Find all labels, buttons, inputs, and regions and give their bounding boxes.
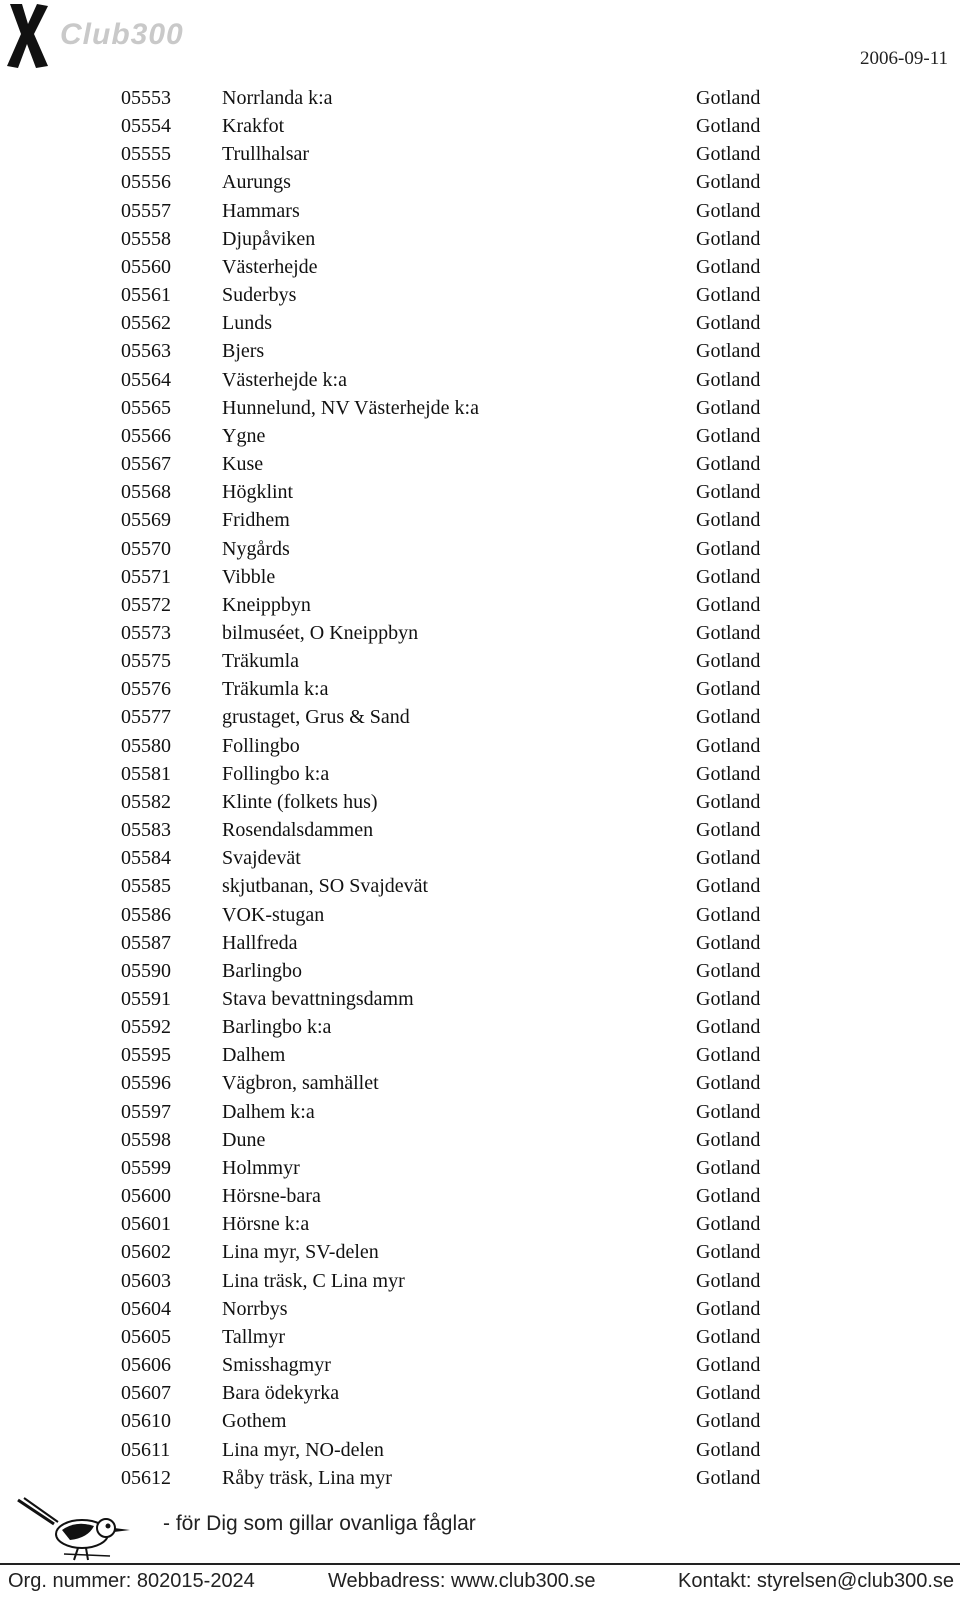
site-region: Gotland [696,453,761,476]
site-number: 05612 [121,1466,171,1489]
site-name: Vibble [222,565,276,588]
site-number: 05567 [121,453,171,476]
site-number: 05586 [121,903,171,926]
site-name: Hörsne-bara [222,1185,321,1208]
site-number: 05561 [121,284,171,307]
list-row [0,957,960,985]
list-row [0,1013,960,1041]
list-row [0,929,960,957]
bird-illustration-icon [14,1494,134,1562]
site-name: Dalhem k:a [222,1100,315,1123]
site-number: 05582 [121,790,171,813]
site-number: 05581 [121,762,171,785]
site-name: Träkumla [222,650,300,673]
list-row [0,647,960,675]
site-number: 05611 [121,1438,171,1461]
site-number: 05572 [121,593,171,616]
site-number: 05587 [121,931,171,954]
site-number: 05580 [121,734,171,757]
site-region: Gotland [696,1438,761,1461]
list-row [0,478,960,506]
list-row [0,394,960,422]
list-row [0,703,960,731]
site-name: Lina träsk, C Lina myr [222,1269,405,1292]
site-name: Vägbron, samhället [222,1072,379,1095]
site-number: 05571 [121,565,171,588]
site-name: Bara ödekyrka [222,1382,340,1405]
list-row [0,1154,960,1182]
list-row [0,140,960,168]
site-region: Gotland [696,227,761,250]
site-name: Barlingbo [222,959,302,982]
site-name: Hallfreda [222,931,298,954]
site-region: Gotland [696,1382,761,1405]
list-row [0,337,960,365]
site-region: Gotland [696,1410,761,1433]
site-number: 05585 [121,875,171,898]
list-row [0,535,960,563]
site-number: 05577 [121,706,171,729]
site-name: Fridhem [222,509,290,532]
site-name: Norrbys [222,1297,288,1320]
site-region: Gotland [696,650,761,673]
site-region: Gotland [696,255,761,278]
list-row [0,760,960,788]
site-number: 05591 [121,988,171,1010]
site-region: Gotland [696,734,761,757]
site-region: Gotland [696,847,761,870]
list-row [0,1351,960,1379]
site-number: 05596 [121,1072,171,1095]
footer-divider [0,1563,960,1565]
site-name: Norrlanda k:a [222,87,333,109]
site-region: Gotland [696,284,761,307]
site-name: Follingbo k:a [222,762,330,785]
site-region: Gotland [696,1241,761,1264]
site-name: Smisshagmyr [222,1354,331,1377]
site-region: Gotland [696,988,761,1010]
site-number: 05569 [121,509,171,532]
list-row [0,1295,960,1323]
site-number: 05573 [121,621,171,644]
list-row [0,563,960,591]
site-region: Gotland [696,171,761,194]
site-number: 05557 [121,199,171,222]
site-name: Dalhem [222,1044,286,1067]
list-row [0,1464,960,1492]
site-name: Dune [222,1128,266,1151]
site-name: Krakfot [222,115,285,138]
site-number: 05605 [121,1325,171,1348]
site-name: Djupåviken [222,227,316,250]
site-number: 05564 [121,368,171,391]
site-number: 05607 [121,1382,171,1405]
list-row [0,1436,960,1464]
site-region: Gotland [696,1016,761,1039]
site-number: 05556 [121,171,171,194]
list-row [0,225,960,253]
site-name: Gothem [222,1410,287,1433]
list-row [0,281,960,309]
list-row [0,816,960,844]
list-row [0,732,960,760]
list-row [0,675,960,703]
site-number: 05566 [121,424,171,447]
list-row [0,619,960,647]
site-region: Gotland [696,87,761,109]
list-row [0,84,960,112]
footer-contact: Kontakt: styrelsen@club300.se [678,1570,955,1592]
site-name: Högklint [222,481,294,504]
list-row [0,506,960,534]
document-date: 2006-09-11 [860,48,948,69]
list-row [0,366,960,394]
list-row [0,901,960,929]
site-name: Kneippbyn [222,593,311,616]
site-name: Hammars [222,199,300,222]
site-name: Hörsne k:a [222,1213,310,1236]
site-number: 05610 [121,1410,171,1433]
list-row [0,872,960,900]
site-name: Bjers [222,340,265,363]
site-number: 05599 [121,1156,171,1179]
site-number: 05560 [121,255,171,278]
site-name: bilmuséet, O Kneippbyn [222,621,419,644]
list-row [0,985,960,1013]
site-region: Gotland [696,1044,761,1067]
site-region: Gotland [696,875,761,898]
site-name: Suderbys [222,284,297,307]
site-number: 05583 [121,819,171,842]
site-region: Gotland [696,1269,761,1292]
footer-web-address: Webbadress: www.club300.se [328,1570,596,1592]
list-row [0,1069,960,1097]
site-number: 05603 [121,1269,171,1292]
list-row [0,1267,960,1295]
list-row [0,1210,960,1238]
site-name: Rosendalsdammen [222,819,374,842]
site-region: Gotland [696,678,761,701]
site-region: Gotland [696,481,761,504]
site-name: Nygårds [222,537,290,560]
site-number: 05595 [121,1044,171,1067]
site-number: 05565 [121,396,171,419]
site-number: 05558 [121,227,171,250]
site-number: 05568 [121,481,171,504]
list-row [0,1041,960,1069]
list-row [0,1379,960,1407]
site-name: Aurungs [222,171,291,194]
list-row [0,844,960,872]
site-name: Klinte (folkets hus) [222,790,378,813]
list-row [0,1238,960,1266]
site-region: Gotland [696,819,761,842]
site-region: Gotland [696,115,761,138]
site-name: Ygne [222,424,266,447]
site-name: Lina myr, SV-delen [222,1241,379,1264]
list-row [0,253,960,281]
footer-tagline: - för Dig som gillar ovanliga fåglar [163,1512,476,1535]
site-region: Gotland [696,565,761,588]
site-region: Gotland [696,1072,761,1095]
site-name: Stava bevattningsdamm [222,988,414,1010]
list-row [0,450,960,478]
list-row [0,197,960,225]
site-number: 05590 [121,959,171,982]
site-list [0,84,960,1492]
site-number: 05601 [121,1213,171,1236]
list-row [0,1323,960,1351]
site-number: 05576 [121,678,171,701]
site-name: Tallmyr [222,1325,286,1348]
site-number: 05606 [121,1354,171,1377]
site-region: Gotland [696,621,761,644]
list-row [0,788,960,816]
site-name: Västerhejde [222,255,318,278]
site-region: Gotland [696,593,761,616]
site-number: 05554 [121,115,171,138]
site-region: Gotland [696,1213,761,1236]
site-name: Hunnelund, NV Västerhejde k:a [222,396,479,419]
site-region: Gotland [696,1466,761,1489]
site-region: Gotland [696,424,761,447]
site-region: Gotland [696,1325,761,1348]
site-number: 05602 [121,1241,171,1264]
list-row [0,1126,960,1154]
site-name: Holmmyr [222,1156,300,1179]
club300-x-logo-icon [4,2,52,70]
list-row [0,591,960,619]
site-region: Gotland [696,762,761,785]
site-number: 05600 [121,1185,171,1208]
site-region: Gotland [696,1156,761,1179]
page-footer [0,1490,960,1597]
site-name: Träkumla k:a [222,678,329,701]
site-name: Trullhalsar [222,143,310,166]
site-region: Gotland [696,396,761,419]
list-row [0,1182,960,1210]
site-region: Gotland [696,959,761,982]
site-number: 05604 [121,1297,171,1320]
site-number: 05584 [121,847,171,870]
site-name: Svajdevät [222,847,301,870]
site-region: Gotland [696,790,761,813]
site-region: Gotland [696,537,761,560]
site-name: Kuse [222,453,264,476]
list-row [0,168,960,196]
site-region: Gotland [696,143,761,166]
site-region: Gotland [696,1297,761,1320]
site-name: Barlingbo k:a [222,1016,332,1039]
site-number: 05575 [121,650,171,673]
site-number: 05563 [121,340,171,363]
site-number: 05598 [121,1128,171,1151]
site-region: Gotland [696,1100,761,1123]
site-number: 05570 [121,537,171,560]
list-row [0,1098,960,1126]
site-name: Lunds [222,312,272,335]
site-region: Gotland [696,903,761,926]
site-region: Gotland [696,312,761,335]
site-number: 05597 [121,1100,171,1123]
site-number: 05553 [121,87,171,109]
site-name: Västerhejde k:a [222,368,347,391]
list-row [0,112,960,140]
site-name: Råby träsk, Lina myr [222,1466,392,1489]
footer-org-number: Org. nummer: 802015-2024 [8,1570,255,1592]
site-region: Gotland [696,199,761,222]
site-region: Gotland [696,509,761,532]
page-header [0,0,960,80]
club300-logo-text: Club300 [60,18,184,51]
site-region: Gotland [696,368,761,391]
site-number: 05555 [121,143,171,166]
site-name: grustaget, Grus & Sand [222,706,410,729]
site-name: VOK-stugan [222,903,325,926]
site-number: 05592 [121,1016,171,1039]
site-name: skjutbanan, SO Svajdevät [222,875,429,898]
site-number: 05562 [121,312,171,335]
site-region: Gotland [696,1185,761,1208]
list-row [0,1407,960,1435]
list-row [0,422,960,450]
list-row [0,309,960,337]
site-region: Gotland [696,931,761,954]
site-region: Gotland [696,340,761,363]
site-region: Gotland [696,1354,761,1377]
site-name: Lina myr, NO-delen [222,1438,384,1461]
site-region: Gotland [696,1128,761,1151]
site-name: Follingbo [222,734,300,757]
site-region: Gotland [696,706,761,729]
